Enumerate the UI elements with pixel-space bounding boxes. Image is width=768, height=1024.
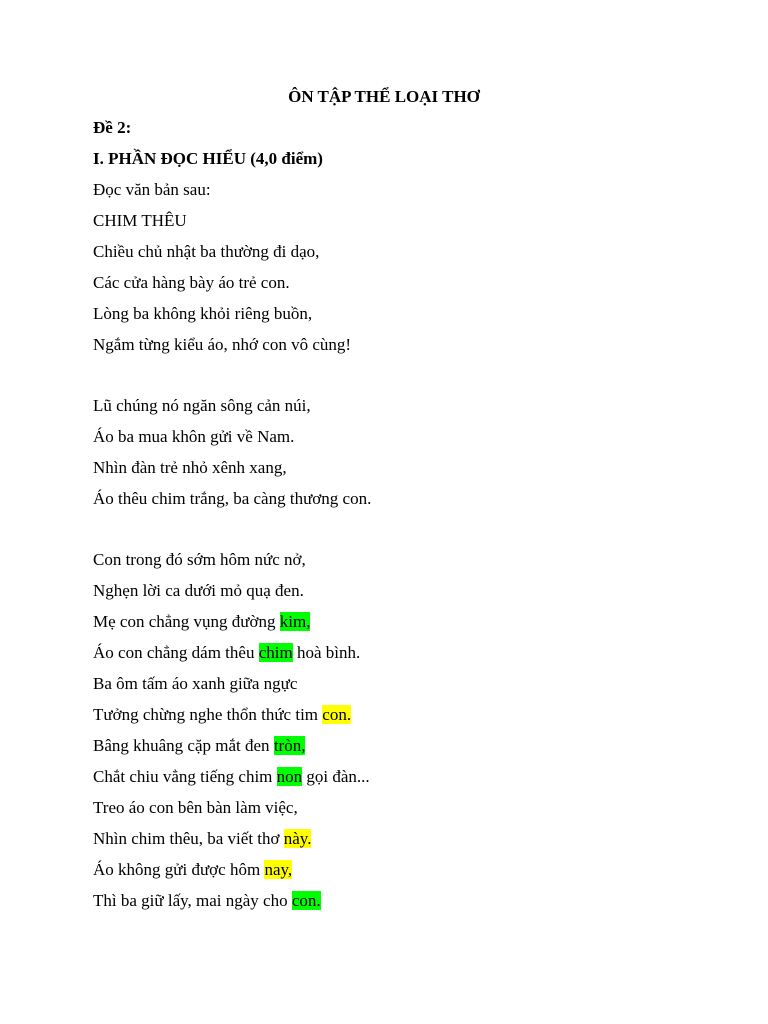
poem-line: Chắt chiu vẳng tiếng chim non gọi đàn... [93,767,370,786]
highlighted-word: nay, [264,860,293,879]
highlighted-word: non [276,767,303,786]
poem-title: CHIM THÊU [93,211,187,230]
poem-line: Ba ôm tấm áo xanh giữa ngực [93,674,298,693]
exam-label: Đề 2: [93,118,132,137]
poem-line: Ngắm từng kiểu áo, nhớ con vô cùng! [93,335,352,354]
highlighted-word: chim [258,643,293,662]
poem-line: Tưởng chừng nghe thổn thức tim con. [93,705,352,724]
poem-line: Mẹ con chẳng vụng đường kim, [93,612,311,631]
poem-line: Con trong đó sớm hôm nức nở, [93,550,306,569]
poem-line: Áo con chẳng dám thêu chim hoà bình. [93,643,361,662]
poem-line: Chiều chủ nhật ba thường đi dạo, [93,242,320,261]
poem-line: Các cửa hàng bày áo trẻ con. [93,273,290,292]
highlighted-word: tròn, [273,736,306,755]
poem-line: Nhìn đàn trẻ nhỏ xênh xang, [93,458,287,477]
highlighted-word: con. [322,705,352,724]
poem-line: Áo thêu chim trắng, ba càng thương con. [93,489,372,508]
poem-line: Lũ chúng nó ngăn sông cản núi, [93,396,311,415]
instruction-text: Đọc văn bản sau: [93,180,211,199]
highlighted-word: con. [291,891,321,910]
poem-line: Lòng ba không khỏi riêng buồn, [93,304,313,323]
poem-line: Nghẹn lời ca dưới mỏ quạ đen. [93,581,304,600]
poem-line: Áo ba mua khôn gửi về Nam. [93,427,295,446]
poem-line: Treo áo con bên bàn làm việc, [93,798,298,817]
poem-line: Bâng khuâng cặp mắt đen tròn, [93,736,306,755]
document-title: ÔN TẬP THỂ LOẠI THƠ [288,87,480,106]
section-heading: I. PHẦN ĐỌC HIỂU (4,0 điểm) [93,149,323,168]
poem-line: Nhìn chim thêu, ba viết thơ này. [93,829,312,848]
poem-line: Thì ba giữ lấy, mai ngày cho con. [93,891,321,910]
poem-line: Áo không gửi được hôm nay, [93,860,293,879]
highlighted-word: này. [283,829,312,848]
highlighted-word: kim, [279,612,311,631]
